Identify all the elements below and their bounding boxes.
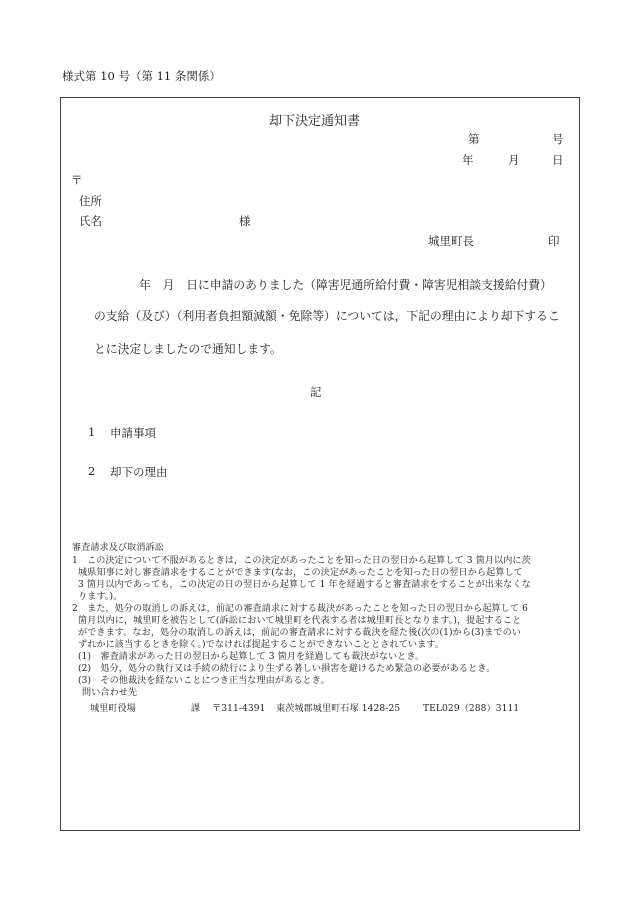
- ki-heading: 記: [310, 385, 322, 399]
- contact-postal: 〒311-4391: [212, 704, 266, 714]
- item-2-label: 却下の理由: [110, 465, 168, 479]
- date-year: 年: [462, 153, 474, 167]
- number-prefix: 第: [468, 132, 480, 146]
- item-2-number: 2: [88, 464, 96, 478]
- address-label: 住所: [79, 194, 102, 208]
- item-1-label: 申請事項: [110, 426, 156, 440]
- note-1-line: 城県知事に対し審査請求をすることができます(なお，この決定があったことを知った日の翌日から起算して: [78, 568, 523, 578]
- note-1-line: 3 箇月以内であっても，この決定の日の翌日から起算して 1 年を経過すると審査請求をすることが出来なくな: [78, 580, 531, 590]
- date-day: 日: [552, 153, 564, 167]
- sub-item: (2) 処分，処分の執行又は手続の続行により生ずる著しい損害を避けるため緊急の必要があるとき。: [78, 664, 496, 674]
- note-1-line: ります。)。: [78, 592, 123, 602]
- contact-tel: TEL029（288）3111: [423, 704, 520, 714]
- contact-heading: 問い合わせ先: [82, 688, 138, 698]
- honorific: 様: [239, 214, 251, 228]
- contact-dept: 課: [191, 704, 201, 714]
- sub-item: (1) 審査請求があった日の翌日から起算して 3 箇月を経過しても裁決がないとき。: [78, 652, 425, 662]
- name-label: 氏名: [79, 214, 102, 228]
- body-line-1: 年 月 日に申請のありました（障害児通所給付費・障害児相談支援給付費）: [139, 278, 552, 292]
- item-1-number: 1: [88, 425, 96, 439]
- form-number: 様式第 10 号（第 11 条関係）: [62, 69, 221, 83]
- contact-address: 東茨城郡城里町石塚 1428-25: [276, 704, 401, 714]
- number-suffix: 号: [552, 132, 564, 146]
- body-line-2: の支給（及び）（利用者負担額減額・免除等）については，下記の理由により却下するこ: [94, 309, 560, 323]
- issuer: 城里町長: [428, 234, 474, 248]
- contact-office: 城里町役場: [90, 704, 136, 714]
- seal-mark: 印: [548, 234, 560, 248]
- note-2-line: 箇月以内に，城里町を被告として(訴訟において城里町を代表する者は城里町長となります。)，提起すること: [78, 616, 522, 626]
- notes-heading: 審査請求及び取消訴訟: [72, 543, 164, 553]
- note-2-line: 2 また，処分の取消しの訴えは，前記の審査請求に対する裁決があったことを知った日の翌日から起算して 6: [72, 604, 528, 614]
- body-line-3: とに決定しましたので通知します。: [94, 342, 282, 356]
- postal-mark: 〒: [71, 173, 83, 187]
- date-month: 月: [508, 153, 520, 167]
- note-2-line: ずれかに該当するときを除く。)でなければ提起することができないこととされています。: [78, 640, 444, 650]
- document-title: 却下決定通知書: [269, 114, 361, 129]
- note-2-line: ができます。なお，処分の取消しの訴えは，前記の審査請求に対する裁決を経た後(次の(1)から(3)までのい: [78, 628, 522, 638]
- note-1-line: 1 この決定について不服があるときは，この決定があったことを知った日の翌日から起算して 3 箇月以内に茨: [72, 556, 531, 566]
- sub-item: (3) その他裁決を経ないことにつき正当な理由があるとき。: [78, 676, 330, 686]
